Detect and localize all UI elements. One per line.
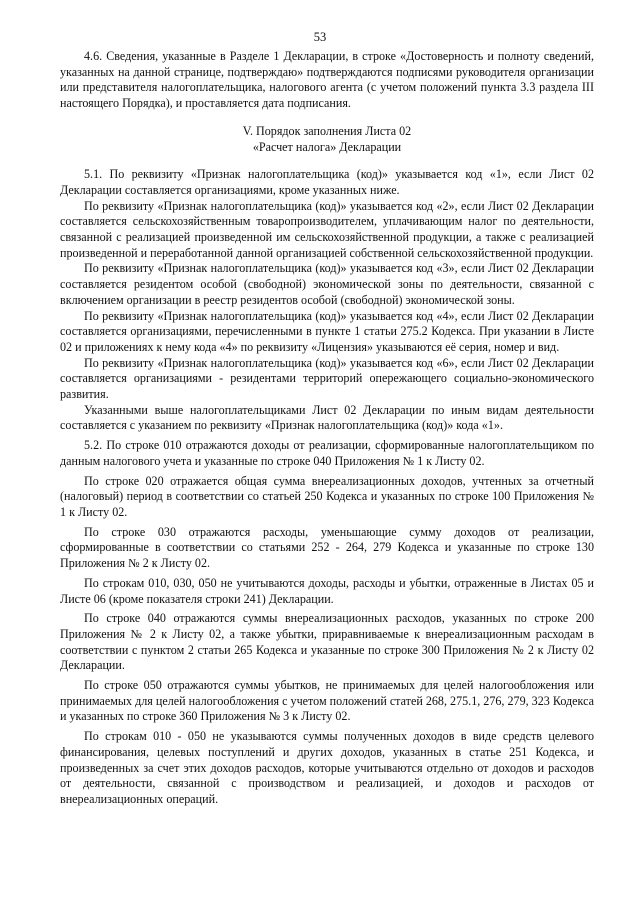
paragraph-line-020: По строке 020 отражается общая сумма внереализационных доходов, учтенных за отчетный (налоговый) период в соответствии со статьей 250 Кодекса и указанных по строке 100 Приложения № 1 к Листу 02. [60,473,594,519]
paragraph-line-040: По строке 040 отражаются суммы внереализационных расходов, указанных по строке 200 Приложения № 2 к Листу 02, а также убытки, приравниваемые к внереализационным расходам в соответствии с пунктом 2 статьи 265 Кодекса и указанные по строке 300 Приложения № 2 к Листу 02 Декларации. [60,611,594,673]
paragraph-code-3: По реквизиту «Признак налогоплательщика (код)» указывается код «3», если Лист 02 Декларации составляется резидентом особой (свободной) экономической зоны по деятельности, связанной с включением организации в реестр резидентов особой (свободной) экономической зоны. [60,261,594,307]
page-number: 53 [313,30,327,44]
section-heading-line-1: V. Порядок заполнения Листа 02 [242,123,412,138]
section-heading-line-2: «Расчет налога» Декларации [252,139,402,154]
paragraph-code-2: По реквизиту «Признак налогоплательщика (код)» указывается код «2», если Лист 02 Декларации составляется сельскохозяйственным товаропроизводителем, уплачивающим налог по деятельности, связанной с реализацией произведенной им сельскохозяйственной продукции, а также с реализацией произведенной и переработанной данной организацией собственной сельскохозяйственной продукции. [60,198,594,260]
section-heading [60,124,594,155]
document-body [60,49,594,808]
paragraph-code-6: По реквизиту «Признак налогоплательщика (код)» указывается код «6», если Лист 02 Декларации составляется организациями - резидентами территорий опережающего социально-экономического развития. [60,355,594,402]
paragraph-lines-010-030-050: По строкам 010, 030, 050 не учитываются доходы, расходы и убытки, отраженные в Листах 05 и Листе 06 (кроме показателя строки 241) Декларации. [60,575,594,606]
paragraph-line-030: По строке 030 отражаются расходы, уменьшающие сумму доходов от реализации, сформированные в соответствии со статьями 252 - 264, 279 Кодекса и указанные по строке 130 Приложения № 2 к Листу 02. [60,524,594,571]
paragraph-4-6: 4.6. Сведения, указанные в Разделе 1 Декларации, в строке «Достоверность и полноту сведений, указанных на данной странице, подтверждаю» подтверждаются подписями руководителя организации или представителя налогоплательщика, налогового агента (с учетом положений пункта 3.3 раздела III настоящего Порядка), и проставляется дата подписания. [60,49,594,111]
paragraph-5-2: 5.2. По строке 010 отражаются доходы от реализации, сформированные налогоплательщиком по данным налогового учета и указанные по строке 040 Приложения № 1 к Листу 02. [60,438,594,468]
paragraph-5-1: 5.1. По реквизиту «Признак налогоплательщика (код)» указывается код «1», если Лист 02 Декларации составляется организациями, кроме указанных ниже. [60,167,594,197]
paragraph-line-050: По строке 050 отражаются суммы убытков, не принимаемых для целей налогообложения или принимаемых для целей налогообложения с учетом положений статей 268, 275.1, 276, 279, 323 Кодекса и указанных по строке 360 Приложения № 3 к Листу 02. [60,678,594,724]
paragraph-lines-010-050: По строкам 010 - 050 не указываются суммы полученных доходов в виде средств целевого финансирования, целевых поступлений и других доходов, указанных в статье 251 Кодекса, и произведенных за счет этих доходов расходов, которые учитываются отдельно от доходов и расходов от деятельности, связанной с производством и реализацией, и доходов и расходов от внереализационных операций. [60,729,594,806]
paragraph-code-4: По реквизиту «Признак налогоплательщика (код)» указывается код «4», если Лист 02 Декларации составляется организациями, перечисленными в пункте 1 статьи 275.2 Кодекса. При указании в Листе 02 и приложениях к нему кода «4» по реквизиту «Лицензия» указываются её серия, номер и вид. [60,308,594,354]
paragraph-other-activities: Указанными выше налогоплательщиками Лист 02 Декларации по иным видам деятельности составляется с указанием по реквизиту «Признак налогоплательщика (код)» кода «1». [60,402,594,433]
